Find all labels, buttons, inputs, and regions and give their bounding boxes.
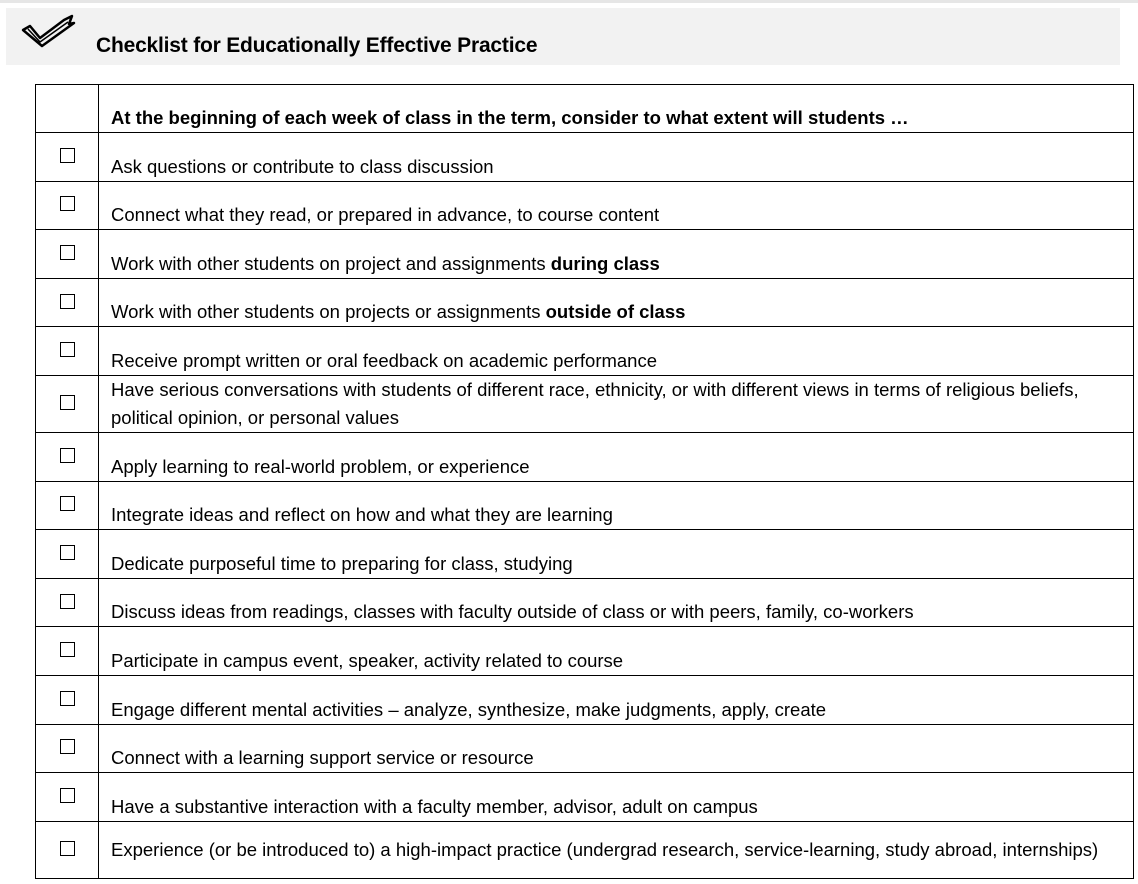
checkbox-cell — [36, 724, 99, 773]
checklist-row — [36, 375, 1134, 432]
checkbox-cell — [36, 133, 99, 182]
checklist-row — [36, 578, 1134, 627]
top-border — [0, 0, 1138, 3]
checklist-row — [36, 181, 1134, 230]
checkbox-cell — [36, 181, 99, 230]
checkbox[interactable] — [60, 739, 75, 754]
item-text-cell — [99, 578, 1134, 627]
checkbox-cell — [36, 481, 99, 530]
item-text: Apply learning to real-world problem, or experience — [111, 455, 530, 477]
checkbox[interactable] — [60, 545, 75, 560]
checkbox[interactable] — [60, 594, 75, 609]
checkbox-cell — [36, 375, 99, 432]
item-text: Engage different mental activities – analyze, synthesize, make judgments, apply, create — [111, 698, 827, 720]
item-text-cell — [99, 675, 1134, 724]
checkbox-cell — [36, 627, 99, 676]
item-text-cell — [99, 327, 1134, 376]
checkbox[interactable] — [60, 496, 75, 511]
empty-cell — [36, 85, 99, 133]
checkbox[interactable] — [60, 148, 75, 163]
checkbox-cell — [36, 230, 99, 279]
checklist-row — [36, 821, 1134, 878]
checklist-row — [36, 627, 1134, 676]
checklist-row — [36, 230, 1134, 279]
item-text-cell — [99, 133, 1134, 182]
checkbox[interactable] — [60, 448, 75, 463]
item-text: Work with other students on projects or assignments — [111, 301, 546, 323]
checkbox-cell — [36, 278, 99, 327]
item-text: Work with other students on project and assignments — [111, 252, 551, 274]
item-text-cell — [99, 530, 1134, 579]
item-emphasis: outside of class — [545, 301, 686, 323]
checklist-row — [36, 133, 1134, 182]
checkbox-cell — [36, 578, 99, 627]
checkmark-icon — [20, 14, 80, 50]
checklist-table — [35, 84, 1134, 879]
item-text: Integrate ideas and reflect on how and what they are learning — [111, 504, 613, 526]
item-text: Ask questions or contribute to class discussion — [111, 155, 494, 177]
checkbox-cell — [36, 773, 99, 822]
item-text-cell — [99, 821, 1134, 878]
checkbox[interactable] — [60, 642, 75, 657]
checklist-row — [36, 432, 1134, 481]
checkbox[interactable] — [60, 788, 75, 803]
header-row — [36, 85, 1134, 133]
item-text: Connect with a learning support service or resource — [111, 747, 534, 769]
checklist-row — [36, 675, 1134, 724]
item-text-cell — [99, 724, 1134, 773]
checklist-row — [36, 530, 1134, 579]
checklist-row — [36, 481, 1134, 530]
checkbox[interactable] — [60, 245, 75, 260]
checkbox-cell — [36, 327, 99, 376]
item-text: Experience (or be introduced to) a high-impact practice (undergrad research, service-learning, study abroad, internships) — [111, 838, 1099, 860]
page-title: Checklist for Educationally Effective Practice — [96, 34, 538, 57]
item-text: Have serious conversations with students of different race, ethnicity, or with different views in terms of religious beliefs, political opinion, or personal values — [111, 378, 1079, 428]
checkbox-cell — [36, 530, 99, 579]
checkbox-cell — [36, 821, 99, 878]
checklist-row — [36, 773, 1134, 822]
checkbox-cell — [36, 432, 99, 481]
checklist-row — [36, 327, 1134, 376]
item-text-cell — [99, 278, 1134, 327]
item-text-cell — [99, 481, 1134, 530]
item-text: Dedicate purposeful time to preparing for class, studying — [111, 552, 573, 574]
checkbox[interactable] — [60, 342, 75, 357]
checkbox[interactable] — [60, 395, 75, 410]
checkbox[interactable] — [60, 691, 75, 706]
checkbox[interactable] — [60, 841, 75, 856]
checkbox[interactable] — [60, 196, 75, 211]
item-text-cell — [99, 375, 1134, 432]
checklist-row — [36, 724, 1134, 773]
checkbox-cell — [36, 675, 99, 724]
item-text: Discuss ideas from readings, classes with faculty outside of class or with peers, family, co-workers — [111, 601, 914, 623]
item-emphasis: during class — [550, 252, 660, 274]
item-text: Connect what they read, or prepared in advance, to course content — [111, 204, 660, 226]
item-text-cell — [99, 181, 1134, 230]
item-text-cell — [99, 432, 1134, 481]
item-text: Participate in campus event, speaker, activity related to course — [111, 649, 624, 671]
checklist-row — [36, 278, 1134, 327]
item-text-cell — [99, 773, 1134, 822]
item-text-cell — [99, 230, 1134, 279]
checkbox[interactable] — [60, 294, 75, 309]
intro-text: At the beginning of each week of class in the term, consider to what extent will students … — [99, 85, 1134, 133]
item-text-cell — [99, 627, 1134, 676]
item-text: Have a substantive interaction with a faculty member, advisor, adult on campus — [111, 795, 758, 817]
item-text: Receive prompt written or oral feedback on academic performance — [111, 349, 658, 371]
